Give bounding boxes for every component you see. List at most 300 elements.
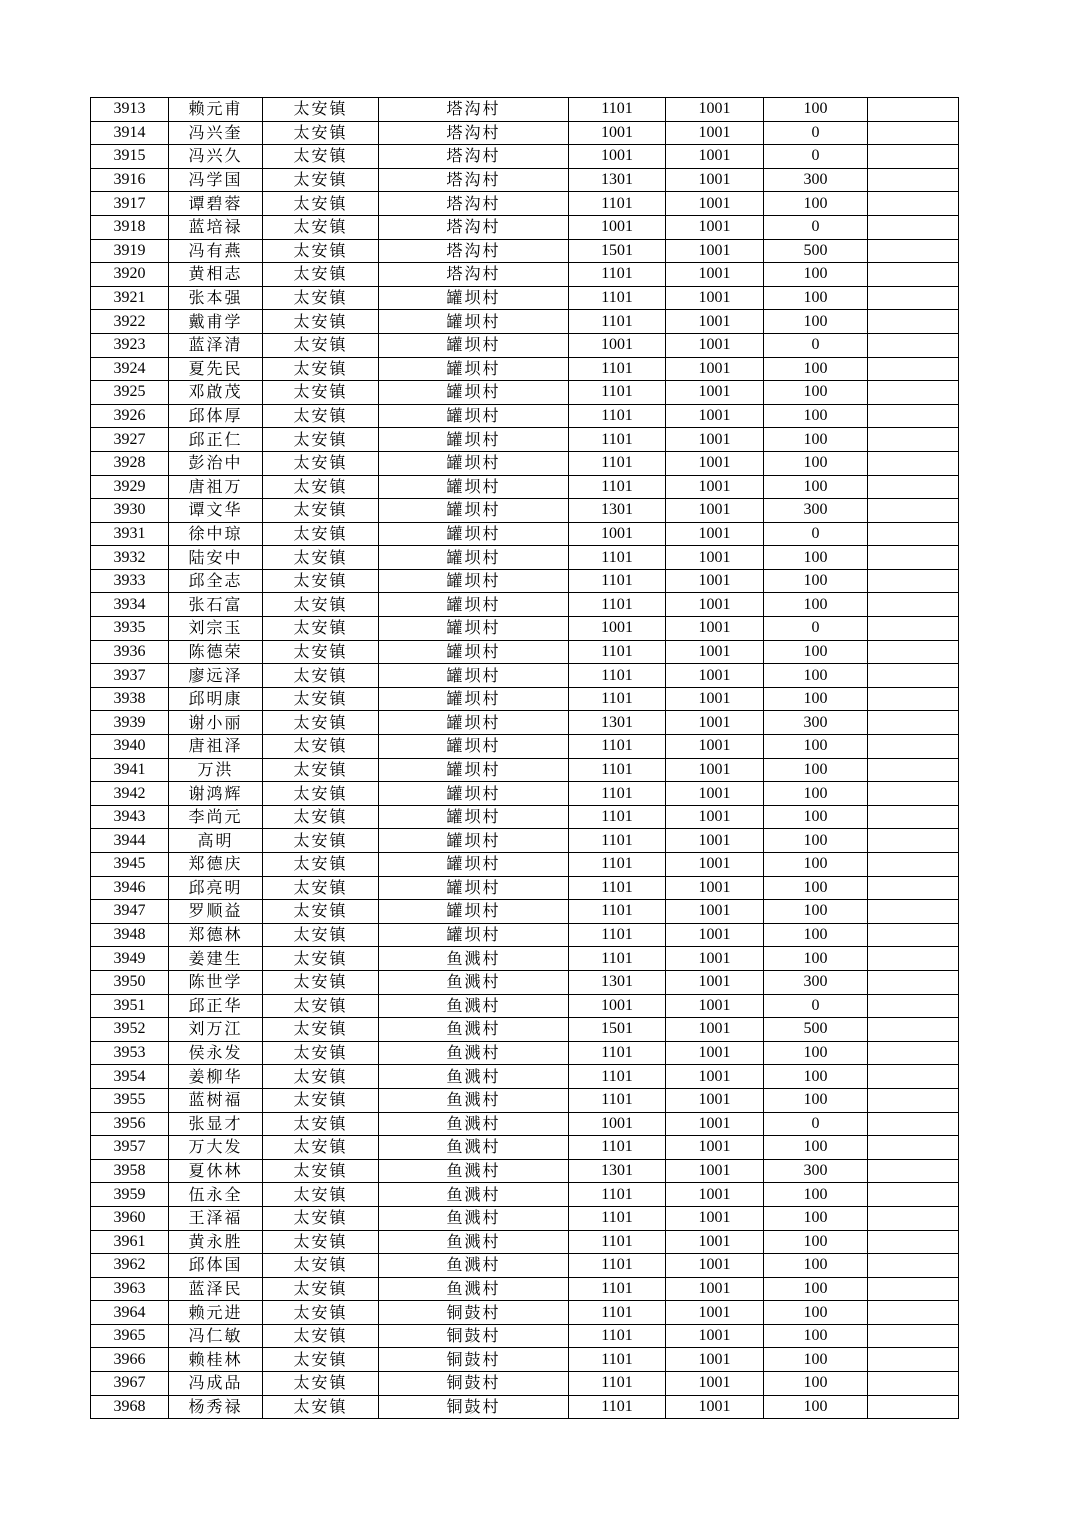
amount-cell: 0 (764, 121, 868, 145)
table-row (91, 1088, 959, 1112)
town-cell: 太安镇 (263, 381, 379, 405)
remark-cell (868, 617, 959, 641)
table-row (91, 168, 959, 192)
value-a-cell: 1101 (569, 1206, 666, 1230)
value-a-cell: 1101 (569, 735, 666, 759)
value-a-cell: 1501 (569, 1018, 666, 1042)
name-cell: 杨秀禄 (169, 1395, 263, 1419)
village-cell: 铜鼓村 (379, 1372, 569, 1396)
row-number-cell: 3917 (91, 192, 169, 216)
row-number-cell: 3966 (91, 1348, 169, 1372)
table-row (91, 617, 959, 641)
value-b-cell: 1001 (666, 310, 764, 334)
value-b-cell: 1001 (666, 1348, 764, 1372)
value-a-cell: 1101 (569, 947, 666, 971)
value-a-cell: 1101 (569, 876, 666, 900)
value-b-cell: 1001 (666, 829, 764, 853)
town-cell: 太安镇 (263, 215, 379, 239)
value-b-cell: 1001 (666, 1112, 764, 1136)
town-cell: 太安镇 (263, 192, 379, 216)
town-cell: 太安镇 (263, 876, 379, 900)
amount-cell: 300 (764, 168, 868, 192)
name-cell: 蓝泽清 (169, 333, 263, 357)
value-a-cell: 1101 (569, 1301, 666, 1325)
remark-cell (868, 192, 959, 216)
row-number-cell: 3928 (91, 451, 169, 475)
remark-cell (868, 758, 959, 782)
value-b-cell: 1001 (666, 1254, 764, 1278)
town-cell: 太安镇 (263, 428, 379, 452)
name-cell: 夏先民 (169, 357, 263, 381)
table-row (91, 475, 959, 499)
remark-cell (868, 1206, 959, 1230)
name-cell: 万洪 (169, 758, 263, 782)
value-a-cell: 1101 (569, 569, 666, 593)
remark-cell (868, 1183, 959, 1207)
table-row (91, 735, 959, 759)
value-b-cell: 1001 (666, 947, 764, 971)
name-cell: 谭碧蓉 (169, 192, 263, 216)
table-row (91, 1136, 959, 1160)
village-cell: 鱼溅村 (379, 1112, 569, 1136)
village-cell: 罐坝村 (379, 664, 569, 688)
remark-cell (868, 1088, 959, 1112)
row-number-cell: 3937 (91, 664, 169, 688)
name-cell: 刘宗玉 (169, 617, 263, 641)
village-cell: 罐坝村 (379, 829, 569, 853)
amount-cell: 100 (764, 263, 868, 287)
value-a-cell: 1101 (569, 664, 666, 688)
table-row (91, 121, 959, 145)
name-cell: 冯仁敏 (169, 1324, 263, 1348)
value-b-cell: 1001 (666, 1324, 764, 1348)
town-cell: 太安镇 (263, 1159, 379, 1183)
name-cell: 蓝泽民 (169, 1277, 263, 1301)
row-number-cell: 3932 (91, 546, 169, 570)
amount-cell: 100 (764, 1395, 868, 1419)
value-b-cell: 1001 (666, 1206, 764, 1230)
village-cell: 罐坝村 (379, 333, 569, 357)
remark-cell (868, 333, 959, 357)
amount-cell: 100 (764, 98, 868, 122)
village-cell: 罐坝村 (379, 758, 569, 782)
row-number-cell: 3929 (91, 475, 169, 499)
amount-cell: 100 (764, 1277, 868, 1301)
row-number-cell: 3956 (91, 1112, 169, 1136)
town-cell: 太安镇 (263, 569, 379, 593)
remark-cell (868, 428, 959, 452)
amount-cell: 100 (764, 192, 868, 216)
town-cell: 太安镇 (263, 499, 379, 523)
town-cell: 太安镇 (263, 758, 379, 782)
town-cell: 太安镇 (263, 805, 379, 829)
amount-cell: 100 (764, 1183, 868, 1207)
amount-cell: 0 (764, 617, 868, 641)
value-a-cell: 1301 (569, 168, 666, 192)
village-cell: 鱼溅村 (379, 994, 569, 1018)
town-cell: 太安镇 (263, 1041, 379, 1065)
name-cell: 伍永全 (169, 1183, 263, 1207)
row-number-cell: 3920 (91, 263, 169, 287)
row-number-cell: 3913 (91, 98, 169, 122)
row-number-cell: 3943 (91, 805, 169, 829)
remark-cell (868, 853, 959, 877)
village-cell: 鱼溅村 (379, 1254, 569, 1278)
row-number-cell: 3953 (91, 1041, 169, 1065)
name-cell: 刘万江 (169, 1018, 263, 1042)
remark-cell (868, 522, 959, 546)
name-cell: 陈世学 (169, 970, 263, 994)
value-b-cell: 1001 (666, 1159, 764, 1183)
value-b-cell: 1001 (666, 1395, 764, 1419)
table-row (91, 1230, 959, 1254)
amount-cell: 0 (764, 1112, 868, 1136)
name-cell: 万大发 (169, 1136, 263, 1160)
remark-cell (868, 1324, 959, 1348)
row-number-cell: 3947 (91, 900, 169, 924)
name-cell: 张显才 (169, 1112, 263, 1136)
value-a-cell: 1001 (569, 522, 666, 546)
name-cell: 侯永发 (169, 1041, 263, 1065)
value-b-cell: 1001 (666, 1372, 764, 1396)
table-row (91, 428, 959, 452)
village-cell: 鱼溅村 (379, 1230, 569, 1254)
village-cell: 罐坝村 (379, 475, 569, 499)
name-cell: 李尚元 (169, 805, 263, 829)
remark-cell (868, 1065, 959, 1089)
value-b-cell: 1001 (666, 168, 764, 192)
value-a-cell: 1001 (569, 617, 666, 641)
table-row (91, 310, 959, 334)
remark-cell (868, 1159, 959, 1183)
village-cell: 罐坝村 (379, 593, 569, 617)
value-b-cell: 1001 (666, 687, 764, 711)
row-number-cell: 3925 (91, 381, 169, 405)
village-cell: 鱼溅村 (379, 1159, 569, 1183)
value-a-cell: 1101 (569, 640, 666, 664)
row-number-cell: 3960 (91, 1206, 169, 1230)
row-number-cell: 3942 (91, 782, 169, 806)
name-cell: 邱体国 (169, 1254, 263, 1278)
town-cell: 太安镇 (263, 475, 379, 499)
data-table (90, 97, 959, 1419)
amount-cell: 100 (764, 782, 868, 806)
name-cell: 高明 (169, 829, 263, 853)
amount-cell: 500 (764, 239, 868, 263)
row-number-cell: 3916 (91, 168, 169, 192)
village-cell: 鱼溅村 (379, 1041, 569, 1065)
value-a-cell: 1101 (569, 475, 666, 499)
value-a-cell: 1001 (569, 1112, 666, 1136)
amount-cell: 100 (764, 1324, 868, 1348)
village-cell: 铜鼓村 (379, 1324, 569, 1348)
amount-cell: 100 (764, 805, 868, 829)
value-a-cell: 1101 (569, 782, 666, 806)
town-cell: 太安镇 (263, 1230, 379, 1254)
table-row (91, 947, 959, 971)
town-cell: 太安镇 (263, 357, 379, 381)
name-cell: 冯兴久 (169, 145, 263, 169)
value-a-cell: 1101 (569, 1348, 666, 1372)
remark-cell (868, 475, 959, 499)
village-cell: 塔沟村 (379, 192, 569, 216)
row-number-cell: 3951 (91, 994, 169, 1018)
remark-cell (868, 923, 959, 947)
village-cell: 鱼溅村 (379, 1183, 569, 1207)
name-cell: 唐祖泽 (169, 735, 263, 759)
value-b-cell: 1001 (666, 499, 764, 523)
village-cell: 罐坝村 (379, 900, 569, 924)
remark-cell (868, 829, 959, 853)
value-a-cell: 1001 (569, 145, 666, 169)
town-cell: 太安镇 (263, 711, 379, 735)
name-cell: 谢鸿辉 (169, 782, 263, 806)
row-number-cell: 3949 (91, 947, 169, 971)
row-number-cell: 3922 (91, 310, 169, 334)
table-row (91, 1206, 959, 1230)
name-cell: 彭治中 (169, 451, 263, 475)
town-cell: 太安镇 (263, 593, 379, 617)
value-b-cell: 1001 (666, 758, 764, 782)
village-cell: 铜鼓村 (379, 1301, 569, 1325)
value-a-cell: 1001 (569, 215, 666, 239)
value-a-cell: 1101 (569, 1372, 666, 1396)
amount-cell: 100 (764, 876, 868, 900)
village-cell: 罐坝村 (379, 569, 569, 593)
amount-cell: 100 (764, 735, 868, 759)
value-b-cell: 1001 (666, 805, 764, 829)
amount-cell: 100 (764, 357, 868, 381)
remark-cell (868, 1230, 959, 1254)
village-cell: 铜鼓村 (379, 1348, 569, 1372)
amount-cell: 100 (764, 1254, 868, 1278)
row-number-cell: 3924 (91, 357, 169, 381)
name-cell: 邱正仁 (169, 428, 263, 452)
value-b-cell: 1001 (666, 404, 764, 428)
table-row (91, 593, 959, 617)
table-row (91, 98, 959, 122)
row-number-cell: 3938 (91, 687, 169, 711)
row-number-cell: 3967 (91, 1372, 169, 1396)
remark-cell (868, 900, 959, 924)
amount-cell: 500 (764, 1018, 868, 1042)
table-row (91, 970, 959, 994)
value-a-cell: 1001 (569, 994, 666, 1018)
amount-cell: 100 (764, 475, 868, 499)
table-row (91, 1277, 959, 1301)
amount-cell: 100 (764, 1372, 868, 1396)
value-b-cell: 1001 (666, 381, 764, 405)
remark-cell (868, 451, 959, 475)
name-cell: 邓啟茂 (169, 381, 263, 405)
name-cell: 冯兴奎 (169, 121, 263, 145)
row-number-cell: 3961 (91, 1230, 169, 1254)
value-a-cell: 1301 (569, 499, 666, 523)
remark-cell (868, 1348, 959, 1372)
amount-cell: 100 (764, 428, 868, 452)
value-a-cell: 1101 (569, 357, 666, 381)
table-row (91, 192, 959, 216)
village-cell: 罐坝村 (379, 735, 569, 759)
village-cell: 罐坝村 (379, 546, 569, 570)
remark-cell (868, 1301, 959, 1325)
village-cell: 塔沟村 (379, 239, 569, 263)
value-b-cell: 1001 (666, 522, 764, 546)
name-cell: 姜建生 (169, 947, 263, 971)
value-b-cell: 1001 (666, 735, 764, 759)
table-row (91, 805, 959, 829)
village-cell: 罐坝村 (379, 357, 569, 381)
town-cell: 太安镇 (263, 970, 379, 994)
row-number-cell: 3958 (91, 1159, 169, 1183)
row-number-cell: 3946 (91, 876, 169, 900)
table-row (91, 1018, 959, 1042)
name-cell: 罗顺益 (169, 900, 263, 924)
row-number-cell: 3962 (91, 1254, 169, 1278)
name-cell: 陆安中 (169, 546, 263, 570)
village-cell: 罐坝村 (379, 853, 569, 877)
remark-cell (868, 711, 959, 735)
row-number-cell: 3914 (91, 121, 169, 145)
value-a-cell: 1101 (569, 263, 666, 287)
row-number-cell: 3934 (91, 593, 169, 617)
value-b-cell: 1001 (666, 711, 764, 735)
value-a-cell: 1101 (569, 192, 666, 216)
town-cell: 太安镇 (263, 900, 379, 924)
town-cell: 太安镇 (263, 451, 379, 475)
village-cell: 罐坝村 (379, 499, 569, 523)
town-cell: 太安镇 (263, 947, 379, 971)
table-row (91, 1065, 959, 1089)
village-cell: 罐坝村 (379, 923, 569, 947)
remark-cell (868, 357, 959, 381)
value-b-cell: 1001 (666, 1183, 764, 1207)
table-row (91, 451, 959, 475)
town-cell: 太安镇 (263, 1324, 379, 1348)
remark-cell (868, 1395, 959, 1419)
town-cell: 太安镇 (263, 664, 379, 688)
row-number-cell: 3931 (91, 522, 169, 546)
town-cell: 太安镇 (263, 239, 379, 263)
name-cell: 廖远泽 (169, 664, 263, 688)
town-cell: 太安镇 (263, 1372, 379, 1396)
value-b-cell: 1001 (666, 546, 764, 570)
value-b-cell: 1001 (666, 215, 764, 239)
value-a-cell: 1101 (569, 404, 666, 428)
table-row (91, 711, 959, 735)
table-row (91, 333, 959, 357)
town-cell: 太安镇 (263, 994, 379, 1018)
name-cell: 谭文华 (169, 499, 263, 523)
village-cell: 塔沟村 (379, 168, 569, 192)
amount-cell: 100 (764, 593, 868, 617)
village-cell: 罐坝村 (379, 876, 569, 900)
value-b-cell: 1001 (666, 876, 764, 900)
table-row (91, 1159, 959, 1183)
table-row (91, 215, 959, 239)
remark-cell (868, 782, 959, 806)
value-b-cell: 1001 (666, 428, 764, 452)
amount-cell: 0 (764, 145, 868, 169)
value-b-cell: 1001 (666, 640, 764, 664)
village-cell: 罐坝村 (379, 428, 569, 452)
town-cell: 太安镇 (263, 1301, 379, 1325)
value-a-cell: 1101 (569, 98, 666, 122)
row-number-cell: 3945 (91, 853, 169, 877)
amount-cell: 300 (764, 970, 868, 994)
amount-cell: 300 (764, 711, 868, 735)
value-b-cell: 1001 (666, 853, 764, 877)
village-cell: 罐坝村 (379, 404, 569, 428)
village-cell: 鱼溅村 (379, 1277, 569, 1301)
value-a-cell: 1101 (569, 1230, 666, 1254)
amount-cell: 100 (764, 381, 868, 405)
name-cell: 徐中琼 (169, 522, 263, 546)
value-a-cell: 1101 (569, 310, 666, 334)
value-a-cell: 1301 (569, 1159, 666, 1183)
row-number-cell: 3930 (91, 499, 169, 523)
value-a-cell: 1101 (569, 451, 666, 475)
table-row (91, 1395, 959, 1419)
value-b-cell: 1001 (666, 900, 764, 924)
village-cell: 罐坝村 (379, 711, 569, 735)
value-b-cell: 1001 (666, 1230, 764, 1254)
table-row (91, 900, 959, 924)
amount-cell: 0 (764, 333, 868, 357)
name-cell: 黄相志 (169, 263, 263, 287)
remark-cell (868, 404, 959, 428)
name-cell: 黄永胜 (169, 1230, 263, 1254)
amount-cell: 100 (764, 404, 868, 428)
table-row (91, 499, 959, 523)
name-cell: 邱亮明 (169, 876, 263, 900)
remark-cell (868, 381, 959, 405)
name-cell: 邱正华 (169, 994, 263, 1018)
town-cell: 太安镇 (263, 1206, 379, 1230)
table-body (91, 98, 959, 1419)
remark-cell (868, 1372, 959, 1396)
table-row (91, 876, 959, 900)
amount-cell: 0 (764, 522, 868, 546)
value-a-cell: 1101 (569, 381, 666, 405)
name-cell: 唐祖万 (169, 475, 263, 499)
amount-cell: 100 (764, 853, 868, 877)
value-b-cell: 1001 (666, 286, 764, 310)
table-row (91, 994, 959, 1018)
value-a-cell: 1101 (569, 1065, 666, 1089)
value-b-cell: 1001 (666, 475, 764, 499)
row-number-cell: 3952 (91, 1018, 169, 1042)
remark-cell (868, 1277, 959, 1301)
table-row (91, 664, 959, 688)
amount-cell: 100 (764, 947, 868, 971)
name-cell: 王泽福 (169, 1206, 263, 1230)
table-row (91, 853, 959, 877)
village-cell: 鱼溅村 (379, 947, 569, 971)
table-row (91, 357, 959, 381)
value-a-cell: 1101 (569, 829, 666, 853)
table-row (91, 1254, 959, 1278)
village-cell: 罐坝村 (379, 805, 569, 829)
value-b-cell: 1001 (666, 664, 764, 688)
table-row (91, 145, 959, 169)
town-cell: 太安镇 (263, 687, 379, 711)
amount-cell: 100 (764, 900, 868, 924)
value-b-cell: 1001 (666, 239, 764, 263)
value-a-cell: 1101 (569, 805, 666, 829)
row-number-cell: 3921 (91, 286, 169, 310)
remark-cell (868, 263, 959, 287)
